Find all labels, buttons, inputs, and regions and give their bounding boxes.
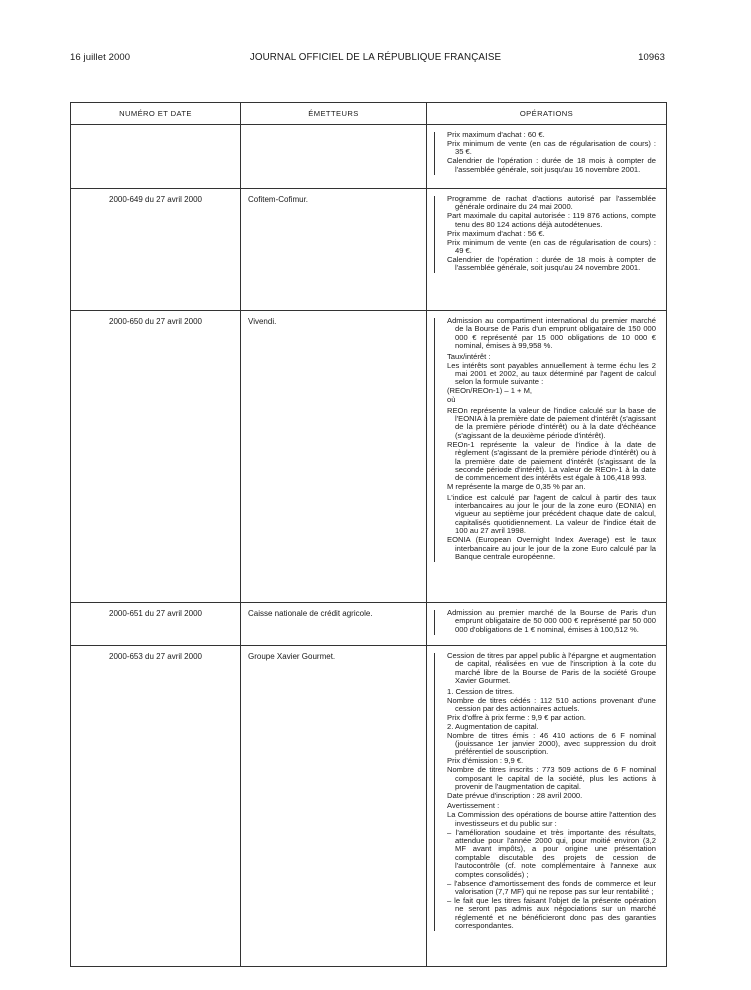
operation-line: EONIA (European Overnight Index Average) est le taux interbancaire au jour le jour de la zone Euro calculé par la Banque centrale européenne.: [447, 535, 656, 561]
operation-line: 1. Cession de titres.: [447, 686, 515, 696]
operations-cell: [427, 189, 667, 311]
operation-line: Cession de titres par appel public à l'épargne et augmentation de capital, réalisées en vue de l'inscription à la cote du marché libre de la Bourse de Paris de la société Groupe Xavier Gourmet.: [447, 651, 656, 686]
operation-line: M représente la marge de 0,35 % par an.: [447, 482, 586, 492]
emetteur-cell: Cofitem-Cofimur.: [241, 189, 427, 311]
operation-line: Nombre de titres émis : 46 410 actions de 6 F nominal (jouissance 1er janvier 2000), avec suppression du droit préférentiel de souscription.: [447, 730, 656, 757]
operations-cell: [427, 603, 667, 646]
margin-rule: [434, 318, 435, 562]
operations-cell: [427, 646, 667, 967]
margin-rule: [434, 196, 435, 274]
operations-cell: [427, 311, 667, 603]
operation-line: Prix minimum de vente (en cas de régularisation de cours) : 49 €.: [447, 237, 656, 255]
emetteur-cell: Groupe Xavier Gourmet.: [241, 646, 427, 967]
operations-table: [70, 102, 667, 967]
emetteur-cell: Vivendi.: [241, 311, 427, 603]
operation-line: Date prévue d'inscription : 28 avril 2000.: [447, 791, 583, 800]
operation-line: Prix minimum de vente (en cas de régularisation de cours) : 35 €.: [447, 138, 656, 157]
numero-cell: 2000-653 du 27 avril 2000: [71, 646, 241, 967]
operation-line: (REOn/REOn-1) – 1 + M,: [447, 386, 533, 396]
column-header-numero: NUMÉRO ET DATE: [71, 103, 241, 125]
operation-line: Avertissement :: [447, 801, 500, 811]
numero-cell: 2000-651 du 27 avril 2000: [71, 603, 241, 646]
operation-line: Admission au premier marché de la Bourse de Paris d'un emprunt obligataire de 50 000 000 € représenté par 50 000 000 d'obligations de 1 € nominal, émises à 100,512 %.: [447, 608, 656, 634]
operation-line: où: [447, 395, 456, 405]
operation-line: La Commission des opérations de bourse attire l'attention des investisseurs et du public sur :: [447, 810, 656, 828]
table-header-row: [71, 103, 667, 125]
operation-line: Prix maximum d'achat : 56 €.: [447, 228, 545, 238]
operation-line: REOn-1 représente la valeur de l'indice à la date de règlement (s'agissant de la première période d'intérêt) ou à la première date de paiement d'intérêt (s'agissant de la seconde période d'intérêt). La valeur de REOn-1 à la date de commencement des intérêts est égale à 106,418 993.: [447, 439, 656, 483]
column-header-operations: OPÉRATIONS: [427, 103, 667, 125]
page-number: 10963: [638, 52, 665, 63]
operations-cell: [427, 125, 667, 189]
margin-rule: [434, 653, 435, 932]
operation-line: L'indice est calculé par l'agent de calcul à partir des taux interbancaires au jour le jour de la zone euro (EONIA) en vigueur au septième jour précédent chaque date de calcul, capitalisés quotidiennement. La valeur de l'indice était de 100 au 27 avril 1998.: [447, 492, 656, 536]
operation-line: – le fait que les titres faisant l'objet de la présente opération ne seront pas admis aux négociations sur un marché réglementé et ne bénéficieront donc pas des garanties correspondantes.: [447, 895, 656, 931]
operation-line: Prix d'émission : 9,9 €.: [447, 756, 524, 766]
operation-line: 2. Augmentation de capital.: [447, 721, 539, 731]
header-date: 16 juillet 2000: [70, 52, 131, 63]
journal-title: JOURNAL OFFICIEL DE LA RÉPUBLIQUE FRANÇAISE: [249, 52, 502, 63]
table-row: [71, 646, 667, 967]
column-header-emetteurs: ÉMETTEURS: [241, 103, 427, 125]
operation-line: Prix maximum d'achat : 60 €.: [447, 130, 545, 139]
operation-line: Calendrier de l'opération : durée de 18 mois à compter de l'assemblée générale, soit jusqu'au 24 novembre 2001.: [447, 254, 656, 273]
emetteur-cell: Caisse nationale de crédit agricole.: [241, 603, 427, 646]
table-row: [71, 603, 667, 646]
operation-line: Programme de rachat d'actions autorisé par l'assemblée générale ordinaire du 24 mai 2000.: [447, 194, 656, 212]
operation-line: Prix d'offre à prix ferme : 9,9 € par action.: [447, 712, 586, 722]
operation-line: – l'absence d'amortissement des fonds de commerce et leur valorisation (7,7 MF) qui ne repose pas sur leur rentabilité ;: [447, 878, 656, 896]
operation-line: Nombre de titres inscrits : 773 509 actions de 6 F nominal composant le capital de la société, plus les actions à provenir de l'augmentation de capital.: [447, 765, 656, 792]
table-row: [71, 189, 667, 311]
numero-cell: [71, 125, 241, 189]
operation-line: Calendrier de l'opération : durée de 18 mois à compter de l'assemblée générale, soit jusqu'au 16 novembre 2001.: [447, 156, 656, 174]
operation-line: Nombre de titres cédés : 112 510 actions provenant d'une cession par des actionnaires actuels.: [447, 695, 656, 713]
operation-line: – l'amélioration soudaine et très importante des résultats, attendue pour l'année 2000 qui, pour moitié environ (3,2 MF avant impôts), a pour origine une présentation comptable discutable des projets de cession de l'autocontrôle (cf. note complémentaire à l'annexe aux comptes consolidés) ;: [447, 827, 656, 879]
emetteur-cell: [241, 125, 427, 189]
operation-line: Les intérêts sont payables annuellement à terme échu les 2 mai 2001 et 2002, au taux déterminé par l'agent de calcul selon la formule suivante :: [447, 360, 656, 387]
operation-line: Taux/intérêt :: [447, 351, 491, 361]
margin-rule: [434, 610, 435, 635]
table-row: [71, 311, 667, 603]
operation-line: Admission au compartiment international du premier marché de la Bourse de Paris d'un emprunt obligataire de 150 000 000 € représenté par 15 000 obligations de 10 000 € nominal, émises à 99,958 %.: [447, 316, 656, 351]
numero-cell: 2000-649 du 27 avril 2000: [71, 189, 241, 311]
numero-cell: 2000-650 du 27 avril 2000: [71, 311, 241, 603]
operation-line: REOn représente la valeur de l'indice calculé sur la base de l'EONIA à la première date de paiement d'intérêt (s'agissant de la première période d'intérêt) ou à la date d'échéance (s'agissant de la deuxième période d'intérêt).: [447, 405, 656, 440]
operation-line: Part maximale du capital autorisée : 119 876 actions, compte tenu des 80 124 actions déjà autodétenues.: [447, 211, 656, 229]
margin-rule: [434, 132, 435, 175]
table-row: [71, 125, 667, 189]
